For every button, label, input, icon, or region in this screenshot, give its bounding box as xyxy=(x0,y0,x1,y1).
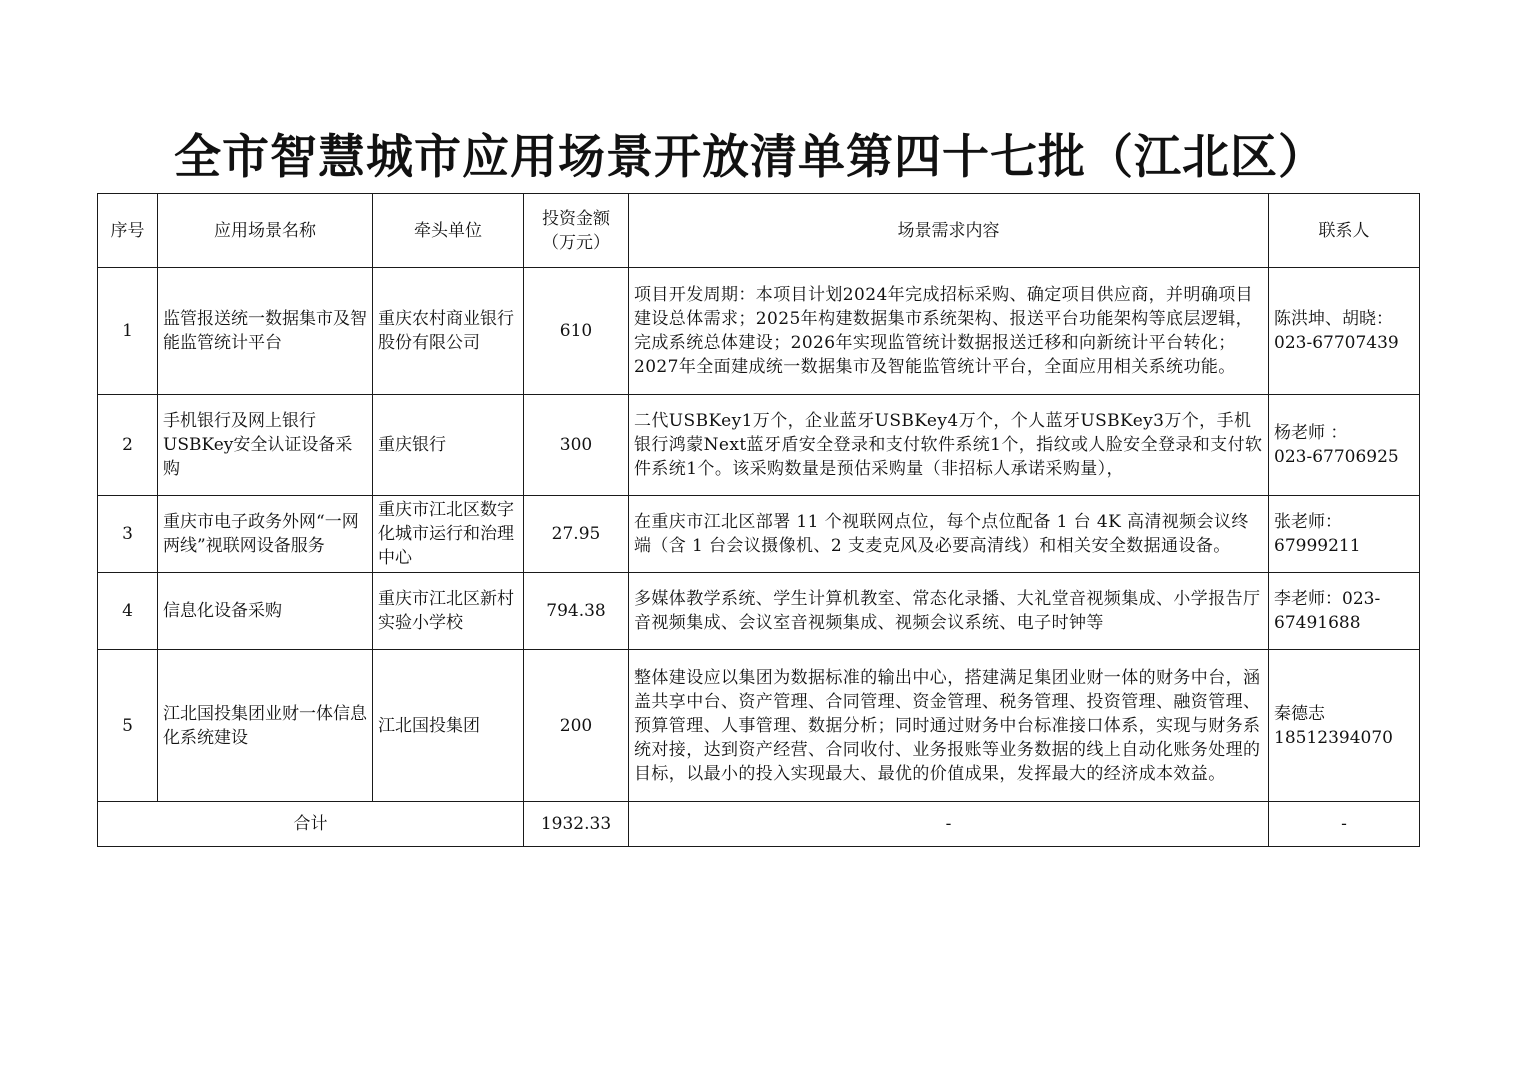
table-row xyxy=(98,496,1420,573)
contact-name: 李老师：023- xyxy=(1274,589,1381,609)
total-label: 合计 xyxy=(98,802,524,847)
row-contact xyxy=(1269,650,1420,802)
contact-name: 张老师： xyxy=(1274,512,1342,532)
row-lead-unit: 重庆市江北区新村实验小学校 xyxy=(373,573,524,650)
row-requirements: 在重庆市江北区部署 11 个视联网点位，每个点位配备 1 台 4K 高清视频会议终端（含 1 台会议摄像机、2 支麦克风及必要高清线）和相关安全数据通设备。 xyxy=(629,496,1269,573)
row-investment: 27.95 xyxy=(524,496,629,573)
row-requirements: 项目开发周期：本项目计划2024年完成招标采购、确定项目供应商，并明确项目建设总体需求；2025年构建数据集市系统架构、报送平台功能架构等底层逻辑，完成系统总体建设；2026年实现监管统计数据报送迁移和向新统计平台转化；2027年全面建成统一数据集市及智能监管统计平台，全面应用相关系统功能。 xyxy=(629,268,1269,395)
row-name: 手机银行及网上银行USBKey安全认证设备采购 xyxy=(158,395,373,496)
row-contact xyxy=(1269,395,1420,496)
header-contact: 联系人 xyxy=(1269,194,1420,268)
row-investment: 200 xyxy=(524,650,629,802)
contact-phone: 67491688 xyxy=(1274,613,1361,633)
total-row xyxy=(98,802,1420,847)
table-row xyxy=(98,650,1420,802)
contact-name: 秦德志 xyxy=(1274,703,1325,724)
header-investment-line1: 投资金额 xyxy=(542,208,610,229)
row-index: 4 xyxy=(98,573,158,650)
row-requirements: 多媒体教学系统、学生计算机教室、常态化录播、大礼堂音视频集成、小学报告厅音视频集成、会议室音视频集成、视频会议系统、电子时钟等 xyxy=(629,573,1269,650)
table-row xyxy=(98,573,1420,650)
row-name: 江北国投集团业财一体信息化系统建设 xyxy=(158,650,373,802)
table-row xyxy=(98,395,1420,496)
header-lead-unit: 牵头单位 xyxy=(373,194,524,268)
row-lead-unit: 重庆农村商业银行股份有限公司 xyxy=(373,268,524,395)
total-contact: - xyxy=(1269,802,1420,847)
table-row xyxy=(98,268,1420,395)
contact-phone: 023-67706925 xyxy=(1274,447,1399,467)
row-index: 5 xyxy=(98,650,158,802)
header-requirements: 场景需求内容 xyxy=(629,194,1269,268)
row-investment: 610 xyxy=(524,268,629,395)
row-index: 3 xyxy=(98,496,158,573)
row-index: 1 xyxy=(98,268,158,395)
page-title: 全市智慧城市应用场景开放清单第四十七批（江北区） xyxy=(174,130,1326,185)
row-lead-unit: 重庆市江北区数字化城市运行和治理中心 xyxy=(373,496,524,573)
scenario-table xyxy=(97,193,1420,847)
row-lead-unit: 江北国投集团 xyxy=(373,650,524,802)
row-investment: 794.38 xyxy=(524,573,629,650)
row-investment: 300 xyxy=(524,395,629,496)
contact-phone: 023-67707439 xyxy=(1274,333,1399,353)
row-name: 重庆市电子政务外网“一网两线”视联网设备服务 xyxy=(158,496,373,573)
header-name: 应用场景名称 xyxy=(158,194,373,268)
row-name: 监管报送统一数据集市及智能监管统计平台 xyxy=(158,268,373,395)
total-investment: 1932.33 xyxy=(524,802,629,847)
header-investment-line2: （万元） xyxy=(542,232,610,253)
contact-name: 杨老师 ： xyxy=(1274,423,1348,443)
header-investment xyxy=(524,194,629,268)
table-header-row xyxy=(98,194,1420,268)
row-lead-unit: 重庆银行 xyxy=(373,395,524,496)
contact-phone: 67999211 xyxy=(1274,536,1361,556)
row-contact xyxy=(1269,268,1420,395)
contact-name: 陈洪坤、胡晓： xyxy=(1274,309,1393,329)
row-contact xyxy=(1269,496,1420,573)
row-requirements: 二代USBKey1万个，企业蓝牙USBKey4万个，个人蓝牙USBKey3万个，手机银行鸿蒙Next蓝牙盾安全登录和支付软件系统1个，指纹或人脸安全登录和支付软件系统1个。该采购数量是预估采购量（非招标人承诺采购量）， xyxy=(629,395,1269,496)
row-contact xyxy=(1269,573,1420,650)
row-index: 2 xyxy=(98,395,158,496)
contact-phone: 18512394070 xyxy=(1274,727,1393,748)
header-index: 序号 xyxy=(98,194,158,268)
total-requirements: - xyxy=(629,802,1269,847)
row-name: 信息化设备采购 xyxy=(158,573,373,650)
row-requirements: 整体建设应以集团为数据标准的输出中心，搭建满足集团业财一体的财务中台，涵盖共享中台、资产管理、合同管理、资金管理、税务管理、投资管理、融资管理、预算管理、人事管理、数据分析；同时通过财务中台标准接口体系，实现与财务系统对接，达到资产经营、合同收付、业务报账等业务数据的线上自动化账务处理的目标，以最小的投入实现最大、最优的价值成果，发挥最大的经济成本效益。 xyxy=(629,650,1269,802)
